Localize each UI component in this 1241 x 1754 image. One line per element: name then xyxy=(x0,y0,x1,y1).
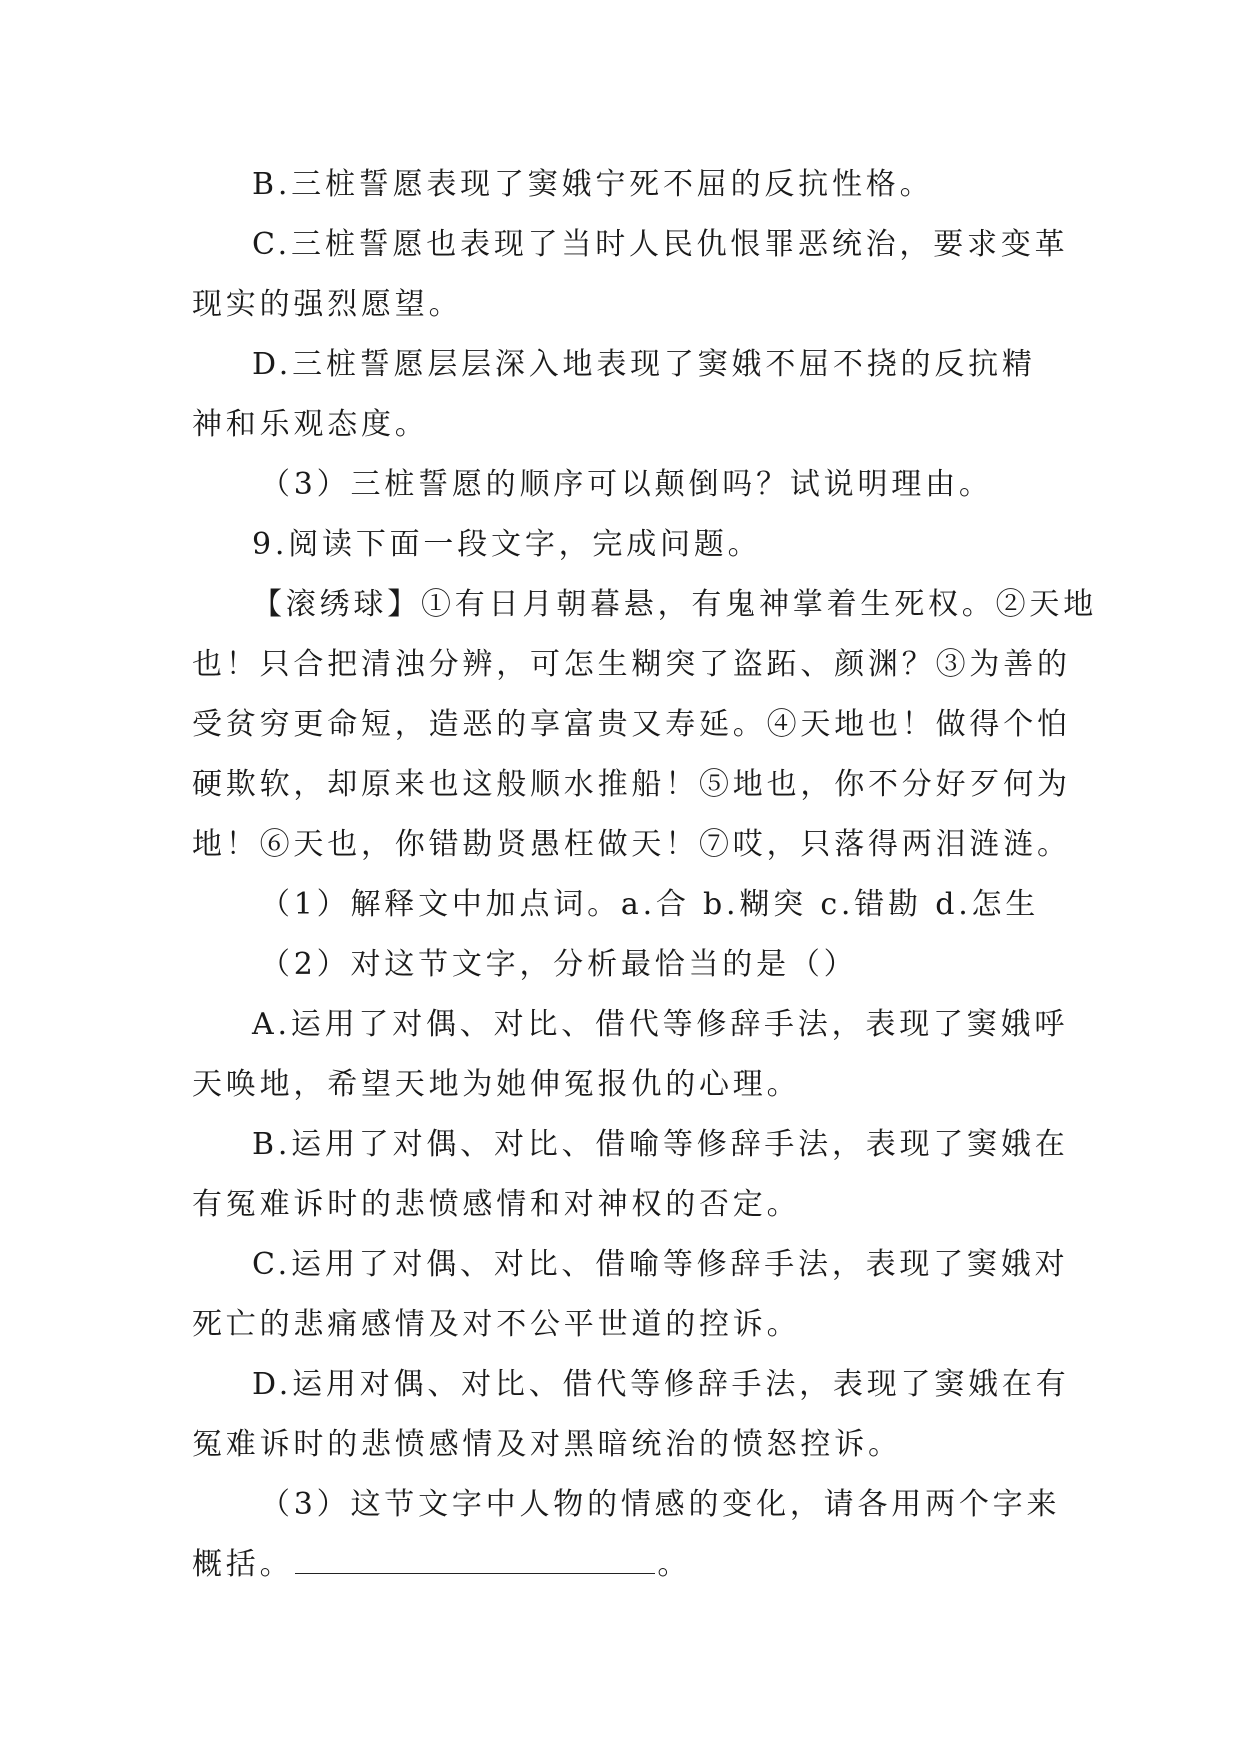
passage-line-3: 受贫穷更命短，造恶的享富贵又寿延。④天地也！做得个怕 xyxy=(192,707,1071,742)
choice-a-line-2: 天唤地，希望天地为她伸冤报仇的心理。 xyxy=(192,1067,801,1102)
choice-b-line-1: B.运用了对偶、对比、借喻等修辞手法，表现了窦娥在 xyxy=(252,1127,1069,1162)
option-b-line: B.三桩誓愿表现了窦娥宁死不屈的反抗性格。 xyxy=(252,167,934,202)
subquestion-1-line: （1）解释文中加点词。a.合 b.糊突 c.错勘 d.怎生 xyxy=(260,887,1040,922)
passage-line-2: 也！只合把清浊分辨，可怎生糊突了盗跖、颜渊？③为善的 xyxy=(192,647,1071,682)
option-d-line-2: 神和乐观态度。 xyxy=(192,407,429,442)
choice-a-line-1: A.运用了对偶、对比、借代等修辞手法，表现了窦娥呼 xyxy=(252,1007,1069,1042)
choice-d-line-1: D.运用对偶、对比、借代等修辞手法，表现了窦娥在有 xyxy=(252,1367,1070,1402)
sentence-end-mark: 。 xyxy=(657,1547,692,1582)
option-d-line-1: D.三桩誓愿层层深入地表现了窦娥不屈不挠的反抗精 xyxy=(252,347,1036,382)
choice-c-line-2: 死亡的悲痛感情及对不公平世道的控诉。 xyxy=(192,1307,801,1342)
subquestion-3-line-1: （3）这节文字中人物的情感的变化，请各用两个字来 xyxy=(260,1487,1061,1522)
option-c-line-1: C.三桩誓愿也表现了当时人民仇恨罪恶统治，要求变革 xyxy=(252,227,1069,262)
passage-line-5: 地！⑥天也，你错勘贤愚枉做天！⑦哎，只落得两泪涟涟。 xyxy=(192,827,1071,862)
subquestion-2-line: （2）对这节文字，分析最恰当的是（） xyxy=(260,947,858,982)
answer-blank[interactable] xyxy=(295,1543,655,1574)
subquestion-3-line-2 xyxy=(192,1535,1052,1595)
passage-line-1: 【滚绣球】①有日月朝暮悬，有鬼神掌着生死权。②天地 xyxy=(252,587,1097,622)
passage-line-4: 硬欺软，却原来也这般顺水推船！⑤地也，你不分好歹何为 xyxy=(192,767,1071,802)
choice-d-line-2: 冤难诉时的悲愤感情及对黑暗统治的愤怒控诉。 xyxy=(192,1427,902,1462)
choice-c-line-1: C.运用了对偶、对比、借喻等修辞手法，表现了窦娥对 xyxy=(252,1247,1069,1282)
document-page xyxy=(192,155,1097,1595)
question-9-heading: 9.阅读下面一段文字，完成问题。 xyxy=(252,527,762,562)
choice-b-line-2: 有冤难诉时的悲愤感情和对神权的否定。 xyxy=(192,1187,801,1222)
question-3-line: （3）三桩誓愿的顺序可以颠倒吗？试说明理由。 xyxy=(260,467,993,502)
option-c-line-2: 现实的强烈愿望。 xyxy=(192,287,463,322)
subquestion-3-text: 概括。 xyxy=(192,1547,294,1582)
